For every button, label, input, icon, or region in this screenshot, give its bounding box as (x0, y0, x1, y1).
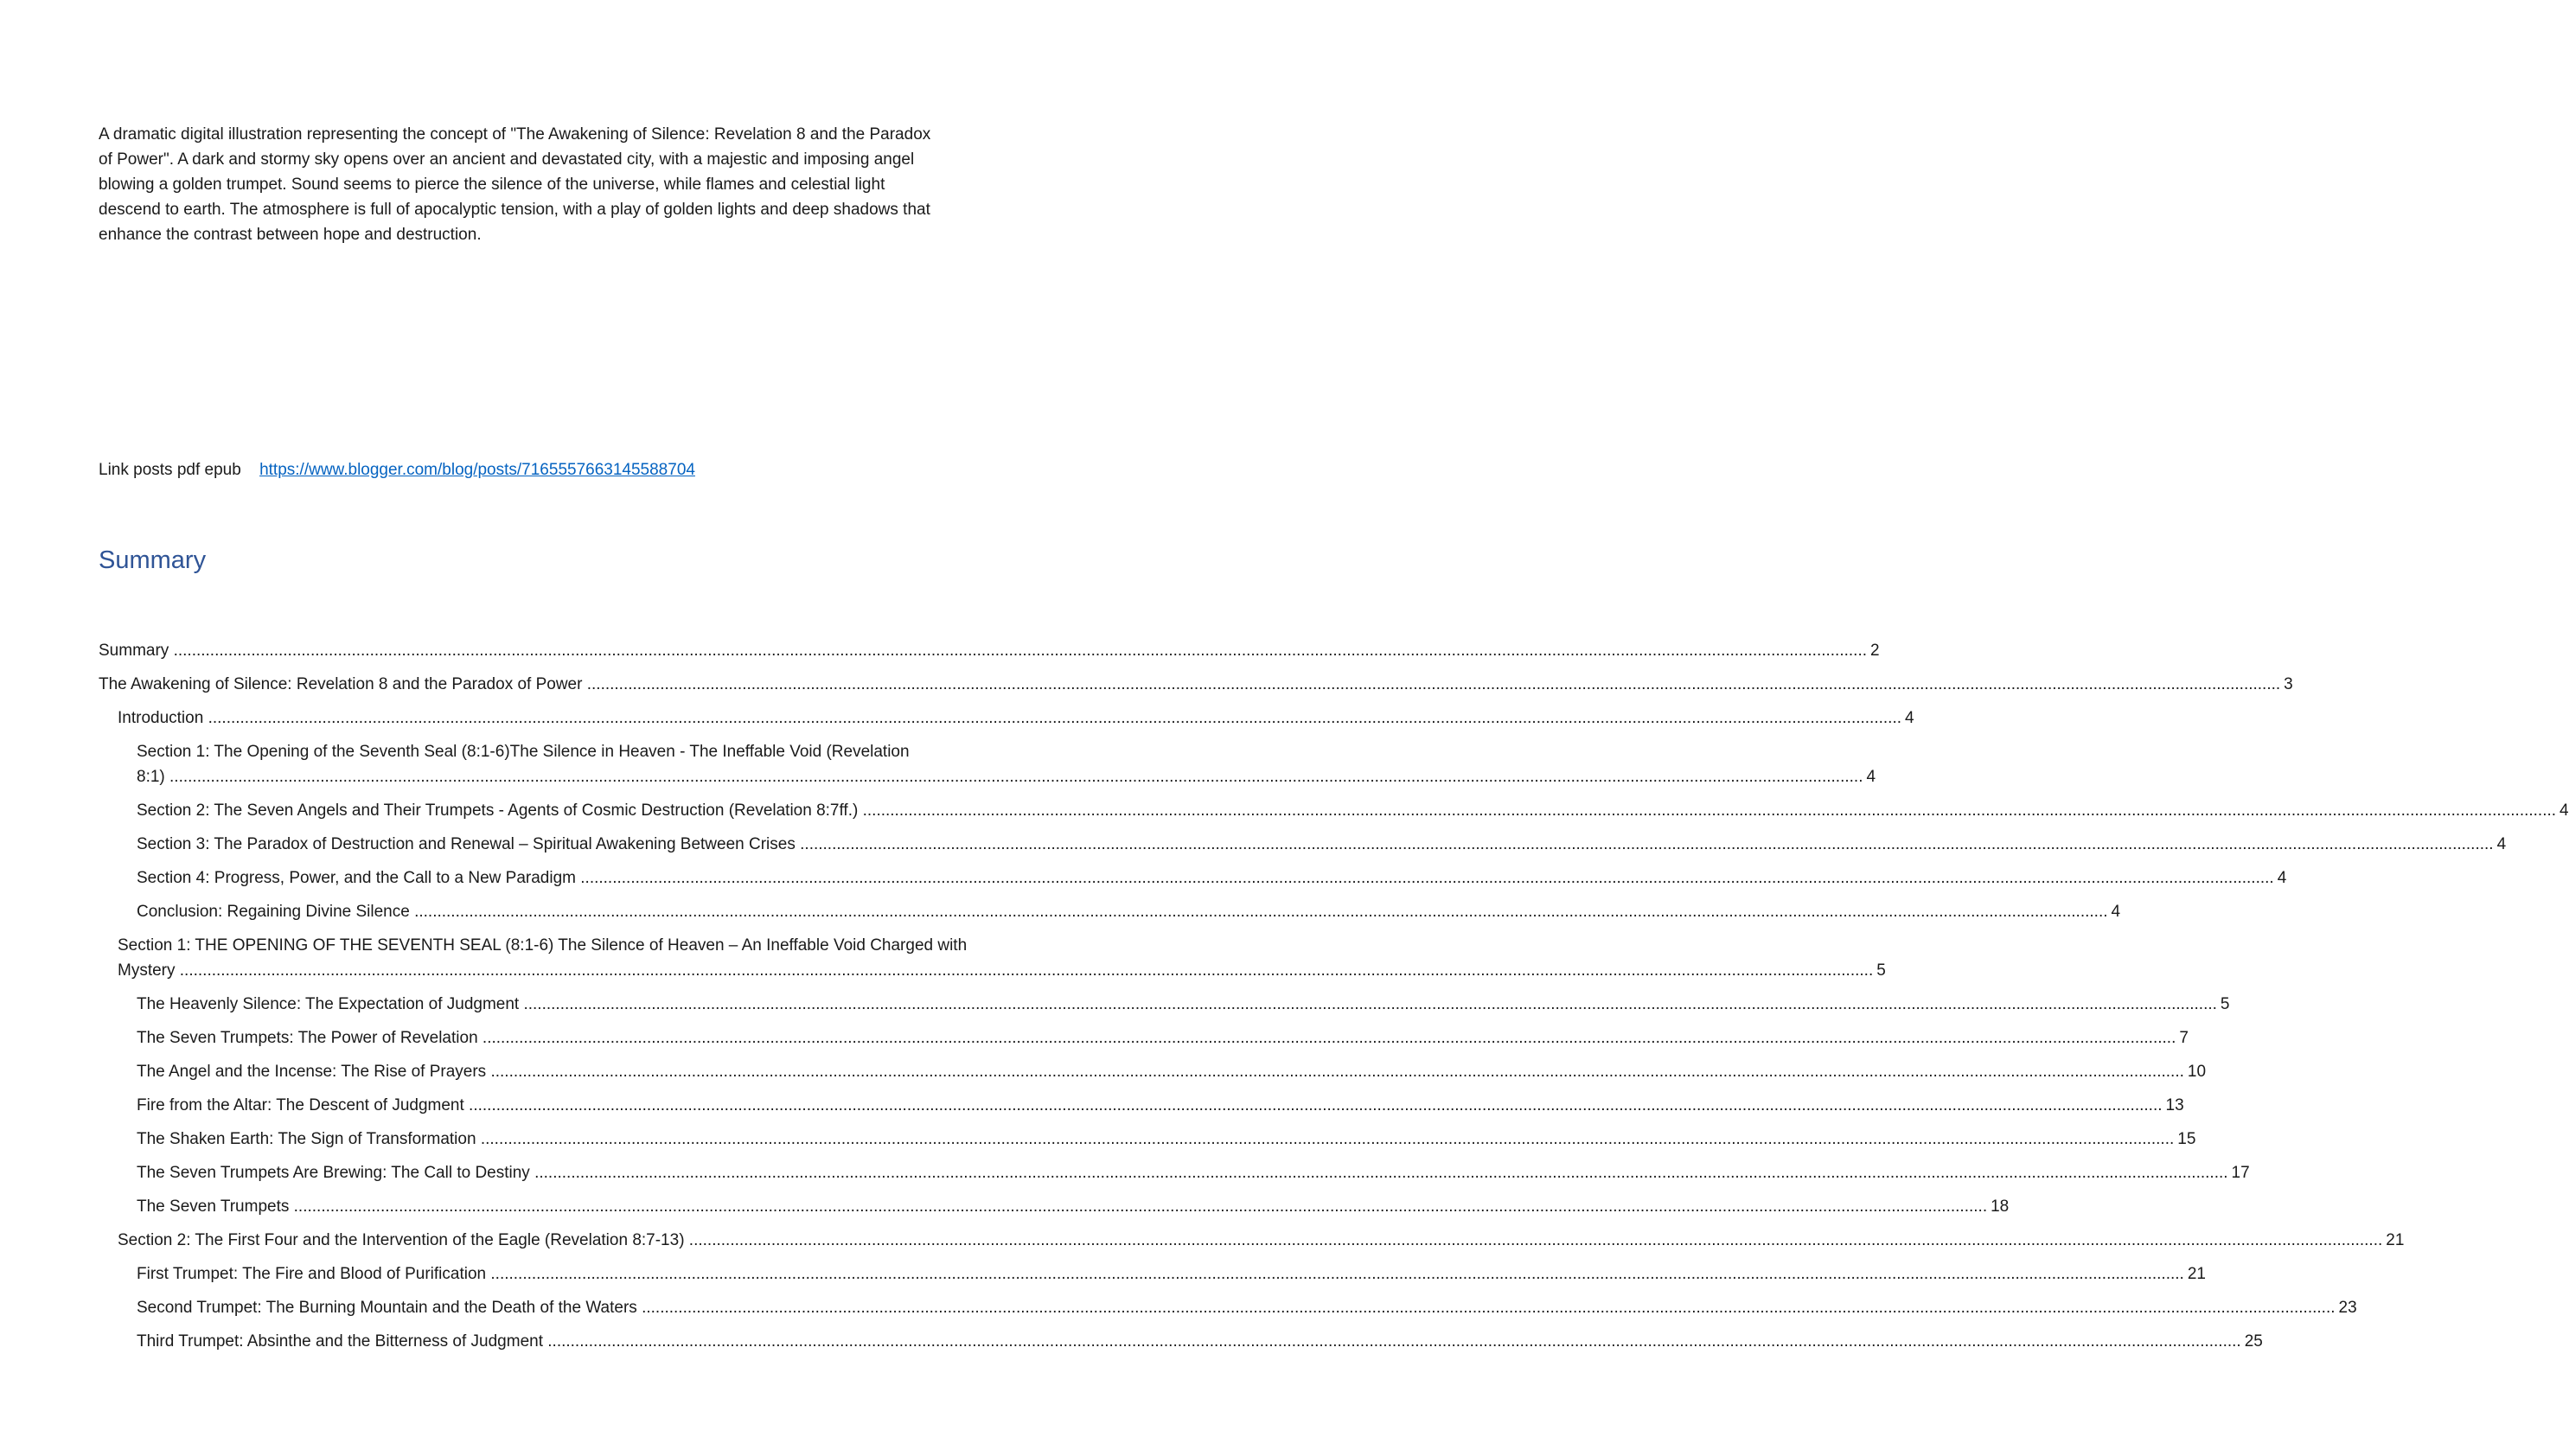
toc-page-number: 25 (2244, 1332, 2263, 1351)
toc-entry-text: The Shaken Earth: The Sign of Transformation ..... (137, 1130, 2174, 1148)
toc-entry[interactable] (99, 1160, 2250, 1194)
toc-entry[interactable] (99, 638, 1880, 672)
toc-entry-text: Summary ..... (99, 642, 1867, 660)
toc-page-number: 4 (2559, 801, 2569, 820)
toc-entry-text: The Angel and the Incense: The Rise of Prayers ..... (137, 1063, 2184, 1081)
toc-entry[interactable] (99, 1261, 2206, 1295)
links-line (99, 457, 695, 482)
toc-page-number: 4 (2496, 835, 2507, 853)
toc-page-number: 5 (1876, 961, 1886, 980)
toc-entry[interactable] (99, 706, 1914, 739)
links-label: Link posts pdf epub (99, 461, 241, 479)
toc-entry[interactable] (99, 798, 2569, 832)
toc-page-number: 13 (2165, 1096, 2184, 1114)
toc-entry[interactable] (99, 1329, 2263, 1363)
toc-entry[interactable] (99, 1228, 2405, 1261)
toc-entry-text: Section 1: The Opening of the Seventh Seal (8:1-6)The Silence in Heaven - The Ineffable Void (Revelation 8:1) ..... (137, 743, 1863, 786)
toc-page-number: 18 (1991, 1197, 2010, 1216)
toc-entry[interactable] (99, 1127, 2196, 1160)
toc-page-number: 2 (1870, 642, 1880, 660)
intro-paragraph: A dramatic digital illustration representing the concept of "The Awakening of Silence: Revelation 8 and the Paradox of Power". A dark and stormy sky opens over an ancient and devastated city, with a majestic and imposing angel blowing a golden trumpet. Sound seems to pierce the silence of the universe, while flames and celestial light descend to earth. The atmosphere is full of apocalyptic tension, with a play of golden lights and deep shadows that enhance the contrast between hope and destruction. (99, 125, 931, 244)
toc-entry-text: Section 2: The Seven Angels and Their Trumpets - Agents of Cosmic Destruction (Revelation 8:7ff.) ..... (137, 801, 2556, 820)
toc-entry[interactable] (99, 1059, 2207, 1093)
toc-entry[interactable] (99, 1025, 2189, 1059)
toc-page-number: 10 (2187, 1063, 2207, 1081)
toc-page-number: 5 (2220, 995, 2230, 1013)
toc-entry-text: Section 3: The Paradox of Destruction and Renewal – Spiritual Awakening Between Crises ..... (137, 835, 2494, 853)
toc-entry[interactable] (99, 992, 2230, 1025)
toc-entry-text: Section 2: The First Four and the Intervention of the Eagle (Revelation 8:7-13) ..... (118, 1231, 2382, 1249)
toc-entry-text: First Trumpet: The Fire and Blood of Purification ..... (137, 1265, 2184, 1283)
toc-entry[interactable] (99, 1194, 2010, 1228)
blogger-posts-link[interactable]: https://www.blogger.com/blog/posts/7165557663145588704 (259, 461, 695, 479)
toc-entry[interactable] (99, 672, 2293, 706)
toc-page-number: 7 (2179, 1029, 2189, 1047)
toc-entry-text: Section 1: THE OPENING OF THE SEVENTH SEAL (8:1-6) The Silence of Heaven – An Ineffable Void Charged with Mystery ..... (118, 936, 1873, 980)
toc-page-number: 4 (1905, 709, 1914, 727)
toc-entry-text: The Awakening of Silence: Revelation 8 and the Paradox of Power ..... (99, 675, 2280, 693)
toc-entry-text: The Heavenly Silence: The Expectation of Judgment ..... (137, 995, 2217, 1013)
toc-entry[interactable] (99, 739, 1876, 798)
toc-page-number: 17 (2231, 1164, 2250, 1182)
toc-entry-text: The Seven Trumpets: The Power of Revelation ..... (137, 1029, 2176, 1047)
toc-page-number: 21 (2386, 1231, 2405, 1249)
toc-entry-text: Second Trumpet: The Burning Mountain and the Death of the Waters ..... (137, 1299, 2336, 1317)
toc-page-number: 4 (2277, 869, 2287, 887)
toc-page-number: 23 (2338, 1299, 2357, 1317)
toc-entry[interactable] (99, 899, 2121, 933)
toc-entry[interactable] (99, 1093, 2184, 1127)
toc-entry-text: The Seven Trumpets Are Brewing: The Call to Destiny ..... (137, 1164, 2228, 1182)
toc-entry-text: Fire from the Altar: The Descent of Judgment ..... (137, 1096, 2163, 1114)
toc-page-number: 3 (2284, 675, 2293, 693)
toc-entry[interactable] (99, 832, 2507, 865)
toc-entry[interactable] (99, 933, 1886, 992)
toc-entry-text: Third Trumpet: Absinthe and the Bitterness of Judgment ..... (137, 1332, 2241, 1351)
toc-entry-text: The Seven Trumpets ..... (137, 1197, 1987, 1216)
toc-heading: Summary (99, 546, 207, 574)
toc-entry[interactable] (99, 865, 2287, 899)
toc-entry-text: Section 4: Progress, Power, and the Call to a New Paradigm ..... (137, 869, 2274, 887)
toc-entry-text: Conclusion: Regaining Divine Silence ..... (137, 903, 2108, 921)
toc-entry-text: Introduction ..... (118, 709, 1901, 727)
toc-page-number: 15 (2177, 1130, 2196, 1148)
table-of-contents (99, 638, 2569, 1363)
toc-entry[interactable] (99, 1295, 2357, 1329)
toc-page-number: 4 (1866, 768, 1876, 786)
toc-page-number: 4 (2111, 903, 2121, 921)
toc-page-number: 21 (2187, 1265, 2206, 1283)
